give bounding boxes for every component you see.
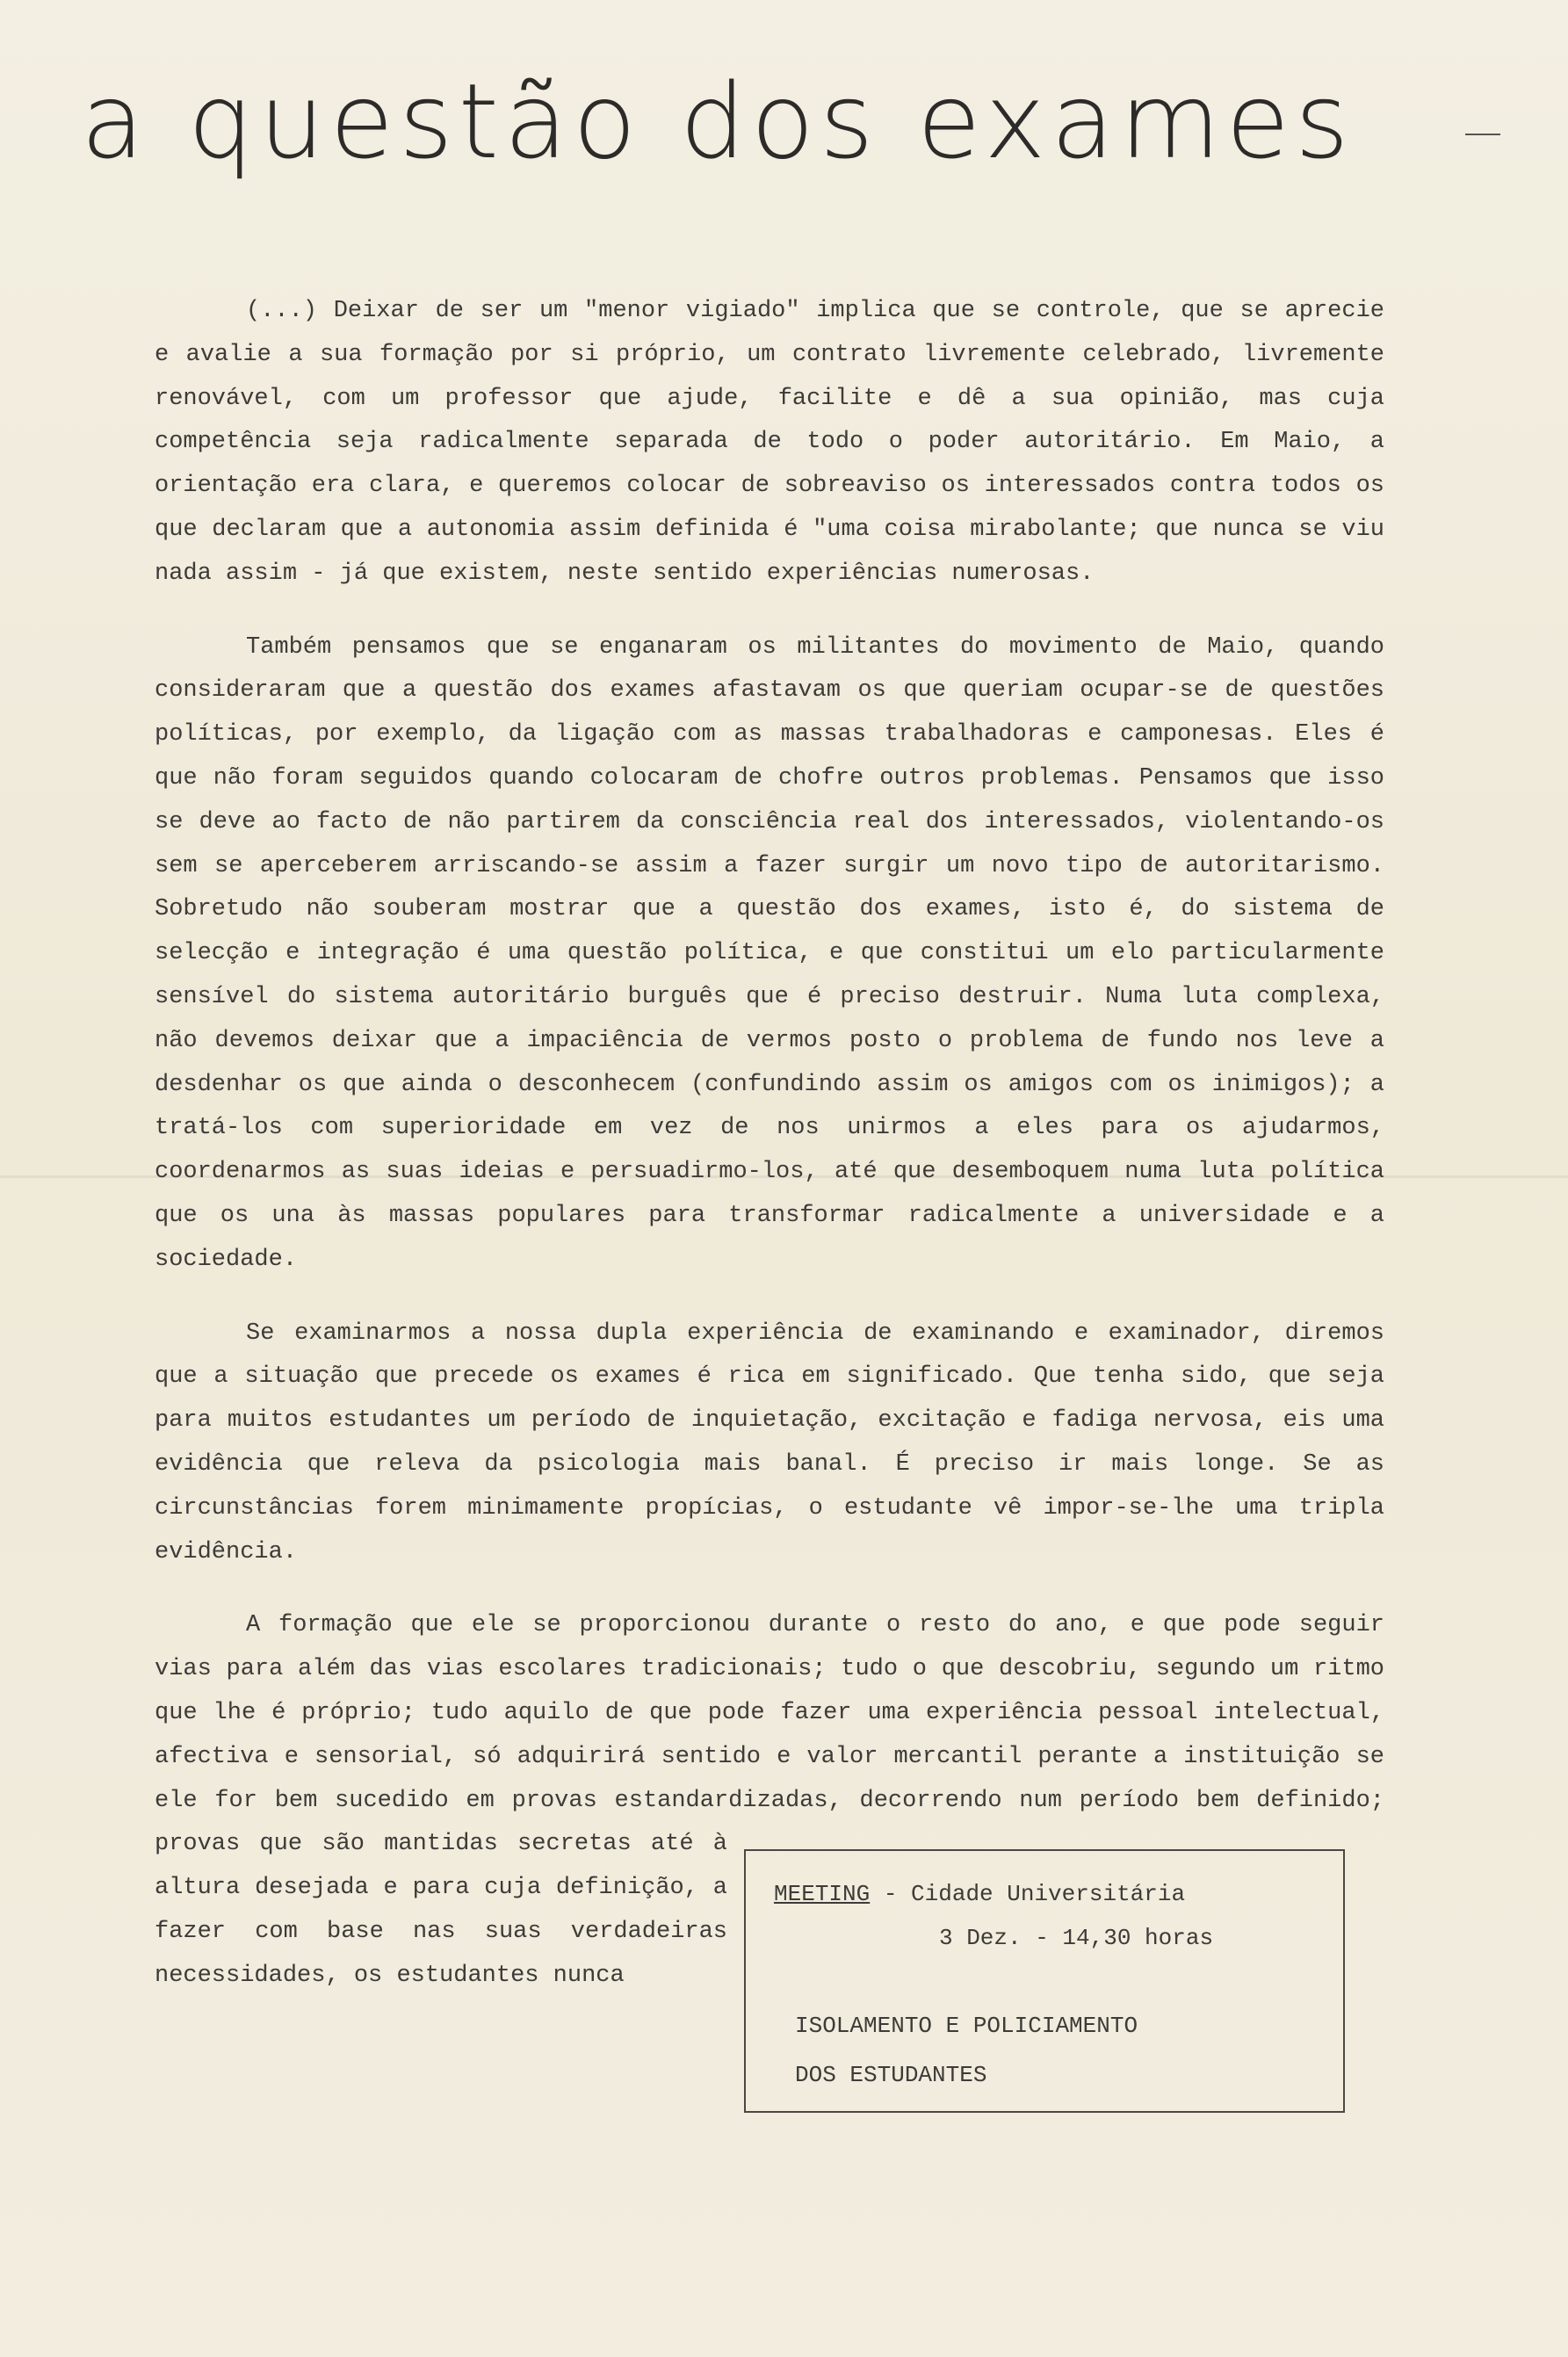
paragraph-4: A formação que ele se proporcionou durante o resto do ano, e que pode seguir vias para além das vias escolares tradicionais; tudo o que descobriu, segundo um ritmo que lhe é próprio; tudo aquilo de que pode fazer uma experiência pessoal intelectual, afectiva e sensorial, só adquirirá sentido e valor mercantil perante a instituição se ele for bem sucedido em provas estandardizadas, decorrendo num período bem definido; provas que são mantidas secretas até à altura desejada e para cuja definição, a fazer com base nas suas verdadeiras necessidades, os estudantes nunca — [155, 1612, 1384, 1989]
meeting-line — [774, 1881, 1185, 1907]
title-dash — [1465, 134, 1500, 135]
meeting-notice-box — [744, 1849, 1345, 2113]
paragraph-2: Também pensamos que se enganaram os militantes do movimento de Maio, quando consideraram que a questão dos exames afastavam os que queriam ocupar-se de questões políticas, por exemplo, da ligação com as massas trabalhadoras e camponesas. Eles é que não foram seguidos quando colocaram de chofre outros problemas. Pensamos que isso se deve ao facto de não partirem da consciência real dos interessados, violentando-os sem se aperceberem arriscando-se assim a fazer surgir um novo tipo de autoritarismo. Sobretudo não souberam mostrar que a questão dos exames, isto é, do sistema de selecção e integração é uma questão política, e que constitui um elo particularmente sensível do sistema autoritário burguês que é preciso destruir. Numa luta complexa, não devemos deixar que a impaciência de vermos posto o problema de fundo nos leve a desdenhar os que ainda o desconhecem (confundindo assim os amigos com os inimigos); a tratá-los com superioridade em vez de nos unirmos a eles para os ajudarmos, coordenarmos as suas ideias e persuadirmo-los, até que desemboquem numa luta política que os una às massas populares para transformar radicalmente a universidade e a sociedade. — [155, 633, 1384, 1273]
meeting-subject-line-1: ISOLAMENTO E POLICIAMENTO — [795, 2013, 1138, 2039]
meeting-location: - Cidade Universitária — [883, 1881, 1186, 1907]
article-body — [155, 290, 1384, 2122]
paragraph-1: (...) Deixar de ser um "menor vigiado" implica que se controle, que se aprecie e avalie a sua formação por si próprio, um contrato livremente celebrado, livremente renovável, com um professor que ajude, facilite e dê a sua opinião, mas cuja competência seja radicalmente separada de todo o poder autoritário. Em Maio, a orientação era clara, e queremos colocar de sobreaviso os interessados contra todos os que declaram que a autonomia assim definida é "uma coisa mirabolante; que nunca se viu nada assim - já que existem, neste sentido experiências numerosas. — [155, 298, 1384, 587]
meeting-label: MEETING — [774, 1881, 871, 1907]
paragraph-3: Se examinarmos a nossa dupla experiência de examinando e examinador, diremos que a situação que precede os exames é rica em significado. Que tenha sido, que seja para muitos estudantes um período de inquietação, excitação e fadiga nervosa, eis uma evidência que releva da psicologia mais banal. É preciso ir mais longe. Se as circunstâncias forem minimamente propícias, o estudante vê impor-se-lhe uma tripla evidência. — [155, 1319, 1384, 1565]
document-title: a questão dos exames — [81, 61, 1355, 182]
meeting-datetime: 3 Dez. - 14,30 horas — [939, 1925, 1214, 1951]
meeting-subject-line-2: DOS ESTUDANTES — [795, 2062, 987, 2088]
